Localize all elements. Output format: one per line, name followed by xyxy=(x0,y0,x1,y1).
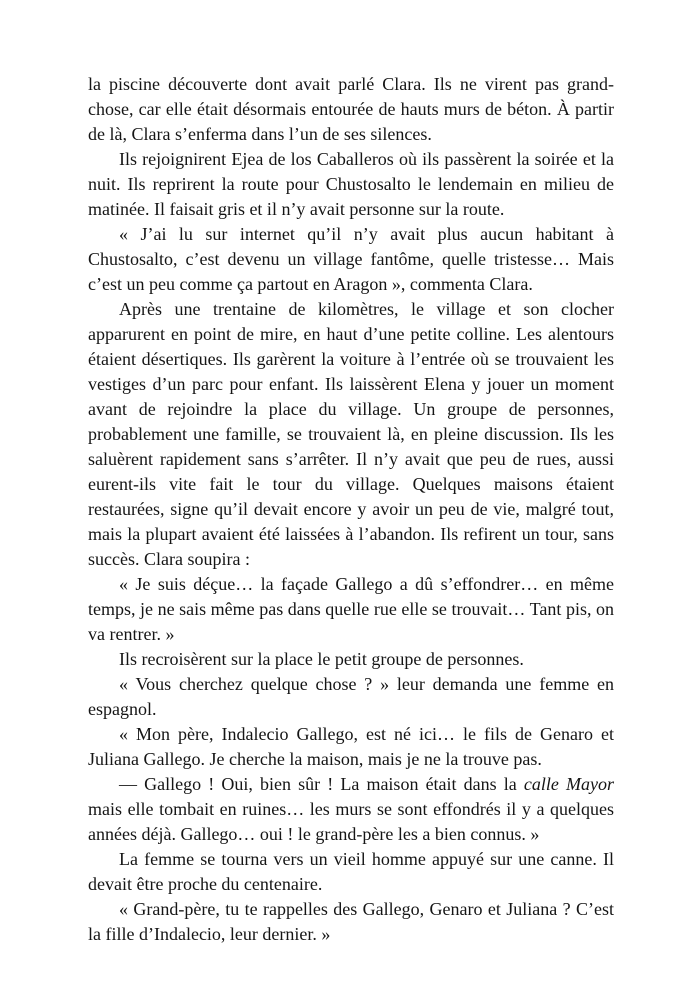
dialogue-italic-street: calle Mayor xyxy=(523,774,614,794)
paragraph-8: « Mon père, Indalecio Gallego, est né ici… le fils de Genaro et Juliana Gallego. Je cherche la maison, mais je ne la trouve pas. xyxy=(88,724,614,769)
paragraph-4: Après une trentaine de kilomètres, le village et son clocher apparurent en point de mire, en haut d’une petite colline. Les alentours étaient désertiques. Ils garèrent la voiture à l’entrée où se trouvaient les vestiges d’un parc pour enfant. Ils laissèrent Elena y jouer un moment avant de rejoindre la place du village. Un groupe de personnes, probablement une famille, se trouvaient là, en pleine discussion. Ils les saluèrent rapidement sans s’arrêter. Il n’y avait que peu de rues, aussi eurent-ils vite fait le tour du village. Quelques maisons étaient restaurées, signe qu’il devait encore y avoir un peu de vie, malgré tout, mais la plupart avaient été laissées à l’abandon. Ils refirent un tour, sans succès. Clara soupira : xyxy=(88,299,614,569)
paragraph-9 xyxy=(88,772,614,847)
paragraph-1: la piscine découverte dont avait parlé Clara. Ils ne virent pas grand-chose, car elle était désormais entourée de hauts murs de béton. À partir de là, Clara s’enferma dans l’un de ses silences. xyxy=(88,74,614,144)
paragraph-2: Ils rejoignirent Ejea de los Caballeros où ils passèrent la soirée et la nuit. Ils reprirent la route pour Chustosalto le lendemain en milieu de matinée. Il faisait gris et il n’y avait personne sur la route. xyxy=(88,149,614,219)
paragraph-11: « Grand-père, tu te rappelles des Gallego, Genaro et Juliana ? C’est la fille d’Indalecio, leur dernier. » xyxy=(88,899,614,944)
dialogue-text-before: — Gallego ! Oui, bien sûr ! La maison était dans la xyxy=(119,774,524,794)
paragraph-3: « J’ai lu sur internet qu’il n’y avait plus aucun habitant à Chustosalto, c’est devenu un village fantôme, quelle tristesse… Mais c’est un peu comme ça partout en Aragon », commenta Clara. xyxy=(88,224,614,294)
paragraph-10: La femme se tourna vers un vieil homme appuyé sur une canne. Il devait être proche du centenaire. xyxy=(88,849,614,894)
paragraph-6: Ils recroisèrent sur la place le petit groupe de personnes. xyxy=(119,649,524,669)
book-page xyxy=(88,72,614,947)
paragraph-5: « Je suis déçue… la façade Gallego a dû s’effondrer… en même temps, je ne sais même pas dans quelle rue elle se trouvait… Tant pis, on va rentrer. » xyxy=(88,574,614,644)
dialogue-text-after: mais elle tombait en ruines… les murs se sont effondrés il y a quelques années déjà. Gallego… oui ! le grand-père les a bien connus. » xyxy=(88,799,614,844)
paragraph-7: « Vous cherchez quelque chose ? » leur demanda une femme en espagnol. xyxy=(88,674,614,719)
